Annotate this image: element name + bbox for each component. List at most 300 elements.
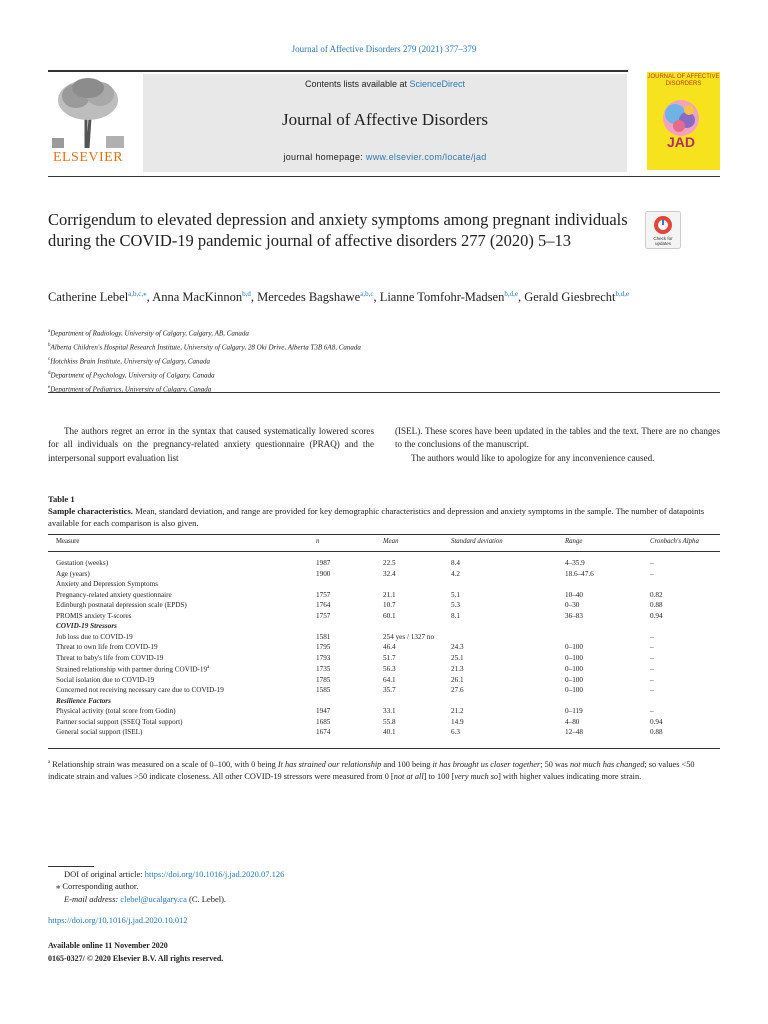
table-caption-bold: Sample characteristics. [48, 506, 133, 516]
table-cell-text: 10–40 [565, 590, 583, 599]
table-cell [650, 611, 720, 622]
affiliation-item [48, 368, 688, 382]
table-cell [565, 611, 650, 622]
table-section-row [48, 621, 720, 632]
table-cell [383, 600, 451, 611]
table-cell-text: 1735 [316, 664, 331, 673]
body-paragraph: The authors would like to apologize for any inconvenience caused. [411, 452, 655, 463]
table-cell-text: Resilience Factors [56, 696, 111, 705]
table-cell [48, 600, 316, 611]
table-cell [316, 717, 383, 728]
table-cell [48, 663, 316, 675]
footnote-text: ] to 100 [ [423, 771, 455, 781]
table-cell-text: 51.7 [383, 653, 396, 662]
table-cell [650, 590, 720, 601]
corresponding-text: Corresponding author. [60, 881, 139, 892]
homepage-line [143, 152, 627, 162]
table-cell [383, 685, 451, 696]
table-cell-text: 1947 [316, 707, 331, 716]
table-cell-text: 5.3 [451, 601, 460, 609]
author-affiliation-marker[interactable]: a,b,c,⁎ [128, 290, 147, 298]
table-cell [316, 727, 383, 738]
table-cell [451, 569, 565, 580]
table-cell-text: PROMIS anxiety T-scores [56, 611, 132, 620]
email-link[interactable]: clebel@ucalgary.ca [120, 893, 187, 904]
footnote-italic: it has brought us closer together [432, 759, 541, 769]
table-cell [316, 642, 383, 653]
table-cell [316, 675, 383, 686]
footnote-text: Relationship strain was measured on a scale of 0–100, with 0 being [50, 759, 278, 769]
table-cell [48, 696, 316, 707]
table-row [48, 706, 720, 717]
affiliation-text: Hotchkiss Brain Institute, University of Calgary, Canada [50, 357, 211, 366]
table-cell [565, 569, 650, 580]
table-header-range: Range [565, 538, 583, 545]
table-cell-text: 6.3 [451, 728, 460, 737]
table-row [48, 558, 720, 569]
table-cell-text: Age (years) [56, 569, 90, 578]
table-cell-text: 0–100 [565, 664, 583, 673]
table-cell [565, 621, 650, 632]
table-cell-text: 1685 [316, 717, 331, 726]
table-cell [650, 621, 720, 632]
table-cell-text: 55.8 [383, 717, 396, 726]
author-name[interactable]: Lianne Tomfohr-Madsen [379, 290, 505, 305]
table-row [48, 653, 720, 664]
table-cell [383, 611, 451, 622]
table-cell-text: – [650, 632, 654, 641]
journal-cover[interactable] [647, 72, 720, 170]
table-cell [48, 727, 316, 738]
table-footnote-marker: a [207, 665, 210, 670]
table-cell-text: 1757 [316, 590, 331, 599]
availability-block [48, 940, 223, 965]
table-row [48, 590, 720, 601]
cover-brain-icon [647, 72, 720, 170]
homepage-link[interactable]: www.elsevier.com/locate/jad [365, 152, 487, 162]
elsevier-tree-icon [48, 74, 128, 150]
check-for-updates-button[interactable] [645, 211, 681, 249]
footnote-italic: It has strained our relationship [277, 759, 382, 769]
header-top-rule [48, 70, 628, 72]
table-cell-text: 254 yes / 1327 no [383, 632, 435, 641]
journal-title: Journal of Affective Disorders [282, 110, 488, 129]
copyright-line: 0165-0327/ © 2020 Elsevier B.V. All rights reserved. [48, 953, 224, 963]
table-cell [650, 569, 720, 580]
table-cell [650, 706, 720, 717]
table-cell-text: 5.1 [451, 590, 460, 599]
sciencedirect-link[interactable]: ScienceDirect [409, 79, 466, 89]
table-cell-text: 21.1 [383, 590, 396, 599]
table-cell [316, 706, 383, 717]
body-paragraph: The authors regret an error in the syntax that caused systematically lowered scores for all individuals on the pregnancy-related anxiety questionnaire (PRAQ) and the interpersonal support evaluation list [48, 426, 374, 463]
table-cell-text: 4–80 [565, 717, 580, 726]
table-cell [383, 717, 451, 728]
table-cell [565, 696, 650, 707]
table-cell [451, 685, 565, 696]
table-cell [650, 696, 720, 707]
section-divider [48, 392, 720, 393]
table-cell-text: 60.1 [383, 611, 396, 620]
publisher-name: ELSEVIER [52, 150, 124, 165]
table-cell [451, 717, 565, 728]
table-cell [650, 558, 720, 569]
table-cell-text: 18.6–47.6 [565, 569, 594, 578]
table-cell [48, 569, 316, 580]
table-cell-text: 1764 [316, 601, 331, 609]
table-cell-text: 21.3 [451, 664, 464, 673]
table-cell [48, 590, 316, 601]
journal-masthead [143, 74, 627, 172]
table-cell [383, 558, 451, 569]
table-cell-text: Threat to baby's life from COVID-19 [56, 653, 164, 662]
table-row [48, 569, 720, 580]
table-cell-text: – [650, 653, 654, 662]
table-cell [650, 663, 720, 675]
table-row [48, 717, 720, 728]
footnote-italic: very much so [454, 771, 499, 781]
table-row [48, 611, 720, 622]
corresponding-marker: ⁎ [56, 881, 61, 892]
table-cell [565, 590, 650, 601]
author-list [48, 285, 688, 306]
table-cell-text: 33.1 [383, 707, 396, 716]
table-cell [383, 569, 451, 580]
affiliation-key: e [48, 385, 51, 391]
table-cell-text: 0.94 [650, 717, 663, 726]
contents-line [143, 79, 627, 89]
table-cell [451, 642, 565, 653]
table-cell [316, 600, 383, 611]
table-cell-text: 0.94 [650, 611, 663, 620]
table-cell-text: 0.82 [650, 590, 663, 599]
table-cell [650, 675, 720, 686]
table-cell [48, 632, 316, 643]
table-cell [316, 558, 383, 569]
table-cell-text: COVID-19 Stressors [56, 622, 117, 630]
author-name[interactable]: Gerald Giesbrecht [524, 290, 616, 305]
table-cell [451, 706, 565, 717]
table-cell [383, 706, 451, 717]
table-row [48, 675, 720, 686]
table-cell [565, 663, 650, 675]
table-cell-text: – [650, 664, 654, 673]
table-cell-text: Threat to own life from COVID-19 [56, 643, 158, 651]
characteristics-table [48, 558, 720, 738]
table-cell [48, 706, 316, 717]
table-cell-text: 26.1 [451, 675, 464, 684]
author-name[interactable]: Catherine Lebel [48, 290, 129, 305]
table-cell [650, 727, 720, 738]
table-caption-text: Mean, standard deviation, and range are provided for key demographic characteristics and depression and anxiety symptoms in the sample. The number of datapoints available for each comparison is also given. [48, 506, 705, 528]
table-cell [650, 685, 720, 696]
table-cell [565, 706, 650, 717]
table-cell [451, 621, 565, 632]
table-cell [383, 632, 650, 643]
table-cell-text: 64.1 [383, 675, 396, 684]
table-cell-text: – [650, 643, 654, 651]
table-cell-text: 35.7 [383, 686, 396, 695]
contents-prefix: Contents lists available at [304, 79, 410, 89]
table-row [48, 727, 720, 738]
table-cell [451, 663, 565, 675]
table-cell-text: Gestation (weeks) [56, 559, 109, 567]
table-cell-text: 27.6 [451, 686, 464, 695]
table-cell [565, 717, 650, 728]
table-cell [451, 600, 565, 611]
table-cell [383, 696, 451, 707]
table-cell [48, 579, 316, 590]
table-cell [565, 642, 650, 653]
author-separator: , [146, 290, 153, 305]
table-cell-text: 32.4 [383, 569, 396, 578]
table-cell-text: 12–48 [565, 728, 583, 737]
table-cell [383, 579, 451, 590]
table-cell [451, 696, 565, 707]
table-cell [316, 590, 383, 601]
affiliation-text: Department of Psychology, University of Calgary, Canada [50, 371, 215, 380]
cover-title: JOURNAL OF AFFECTIVE DISORDERS [647, 74, 720, 87]
table-row [48, 685, 720, 696]
table-cell-text: 8.1 [451, 611, 460, 620]
footnote-rule [48, 866, 94, 867]
table-cell-text: 14.9 [451, 717, 464, 726]
table-cell [316, 611, 383, 622]
table-cell-text: Strained relationship with partner during COVID-19 [56, 665, 208, 674]
table-cell-text: 1785 [316, 675, 331, 684]
affiliation-text: Alberta Children's Hospital Research Institute, University of Calgary, 28 Oki Drive, Alberta T3B 6A8, Canada [50, 343, 361, 352]
footnote-text: ] with higher values indicating more strain. [498, 771, 642, 781]
table-cell-text: 0.88 [650, 601, 663, 609]
table-cell-text: 0–100 [565, 686, 583, 695]
table-cell-text: 10.7 [383, 601, 396, 609]
table-cell [48, 642, 316, 653]
doi-original-label: DOI of original article: [64, 869, 145, 879]
available-online: Available online 11 November 2020 [48, 941, 168, 950]
check-updates-label: Check for updates [653, 236, 673, 246]
author-affiliation-marker[interactable]: b,d,e [504, 290, 518, 298]
table-cell [650, 579, 720, 590]
table-section-row [48, 696, 720, 707]
table-cell-text: – [650, 675, 654, 684]
table-cell-text: 46.4 [383, 643, 396, 651]
doi-original-link[interactable]: https://doi.org/10.1016/j.jad.2020.07.126 [144, 869, 285, 879]
table-cell [451, 653, 565, 664]
table-cell-text: Social isolation due to COVID-19 [56, 675, 155, 684]
table-cell [316, 569, 383, 580]
affiliation-key: b [48, 343, 51, 349]
table-cell-text: 40.1 [383, 728, 396, 737]
table-cell [316, 632, 383, 643]
table-cell-text: 56.3 [383, 664, 396, 673]
author-separator: , [250, 290, 258, 305]
table-header-rule [48, 551, 720, 552]
footnote-italic: not at all [393, 771, 424, 781]
table-cell-text: Anxiety and Depression Symptoms [56, 580, 159, 588]
table-cell [451, 675, 565, 686]
table-cell-text: 4–35.9 [565, 559, 585, 567]
table-cell-text: 0.88 [650, 728, 663, 737]
table-cell-text: 1581 [316, 632, 331, 641]
table-cell [383, 727, 451, 738]
table-cell [565, 653, 650, 664]
header-bottom-rule [48, 176, 720, 177]
affiliation-list [48, 326, 688, 396]
table-cell-text: 1757 [316, 611, 331, 620]
author-separator: , [373, 290, 380, 305]
table-row [48, 579, 720, 590]
footnote-text: and 100 being [381, 759, 433, 769]
affiliation-text: Department of Pediatrics, University of Calgary, Canada [50, 385, 212, 394]
affiliation-item [48, 382, 688, 396]
affiliation-key: c [48, 357, 51, 363]
table-cell [565, 727, 650, 738]
table-cell [316, 685, 383, 696]
table-cell-text: 0–100 [565, 653, 583, 662]
table-cell [48, 653, 316, 664]
affiliation-item [48, 354, 688, 368]
table-cell-text: – [650, 569, 654, 578]
table-header-alpha: Cronbach's Alpha [650, 538, 699, 545]
table-cell [383, 590, 451, 601]
table-cell [316, 696, 383, 707]
table-label: Table 1 [48, 494, 75, 504]
affiliation-item [48, 340, 688, 354]
table-cell-text: 0–30 [565, 601, 580, 609]
footnote-text: ; 50 was [540, 759, 570, 769]
email-label: E-mail address: [64, 893, 121, 904]
cover-abbrev: JAD [667, 134, 696, 150]
table-cell [316, 653, 383, 664]
table-cell [451, 579, 565, 590]
affiliation-item [48, 326, 688, 340]
table-cell [48, 621, 316, 632]
doi-original-line [48, 868, 648, 880]
table-cell-text: 1793 [316, 653, 331, 662]
table-cell-text: 1900 [316, 569, 331, 578]
table-cell [565, 558, 650, 569]
article-footnotes [48, 868, 648, 905]
table-header-n: n [316, 538, 320, 545]
table-cell [565, 600, 650, 611]
table-header-mean: Mean [383, 538, 399, 545]
homepage-prefix: journal homepage: [283, 152, 366, 162]
footnote-text: ; so values <50 indicate strain and values >50 indicate closeness. All other COVID-19 stressors were measured from 0 [ [48, 759, 695, 781]
table-row [48, 663, 720, 675]
author-separator: , [517, 290, 525, 305]
table-cell [383, 675, 451, 686]
table-cell-text: 0–119 [565, 707, 583, 716]
table-cell [565, 685, 650, 696]
table-cell [48, 675, 316, 686]
table-cell [565, 579, 650, 590]
affiliation-text: Department of Radiology, University of Calgary, Calgary, AB, Canada [50, 329, 249, 338]
table-row [48, 632, 720, 643]
author-affiliation-marker[interactable]: b,d [242, 290, 251, 298]
table-cell-text: – [650, 686, 654, 695]
table-cell [650, 717, 720, 728]
table-cell [650, 600, 720, 611]
article-doi-link[interactable]: https://doi.org/10.1016/j.jad.2020.10.012 [48, 915, 188, 925]
table-cell-text: 0–100 [565, 675, 583, 684]
author-affiliation-marker[interactable]: b,d,e [615, 290, 630, 298]
table-cell [316, 579, 383, 590]
table-cell-text: 22.5 [383, 559, 396, 567]
table-cell [650, 653, 720, 664]
table-cell [383, 642, 451, 653]
affiliation-key: a [48, 329, 51, 334]
table-cell-text: 1987 [316, 559, 331, 567]
body-paragraph: (ISEL). These scores have been updated in the tables and the text. There are no changes to the conclusions of the manuscript. [395, 426, 720, 450]
table-cell [48, 558, 316, 569]
table-cell-text: 1795 [316, 643, 331, 651]
table-cell [383, 621, 451, 632]
table-cell-text: Physical activity (total score from Godin) [56, 707, 176, 716]
table-cell [451, 727, 565, 738]
table-cell [383, 653, 451, 664]
table-cell [565, 675, 650, 686]
table-cell-text: General social support (ISEL) [56, 728, 143, 737]
table-cell [48, 685, 316, 696]
elsevier-logo[interactable] [48, 74, 128, 172]
author-name[interactable]: Mercedes Bagshawe [257, 290, 361, 305]
table-cell [48, 717, 316, 728]
table-cell-text: Edinburgh postnatal depression scale (EPDS) [56, 601, 187, 609]
corresponding-line [48, 880, 648, 892]
table-cell-text: 8.4 [451, 559, 460, 567]
table-cell [316, 663, 383, 675]
table-cell-text: 1674 [316, 728, 331, 737]
table-cell-text: Pregnancy-related anxiety questionnaire [56, 590, 172, 599]
table-cell-text: 24.3 [451, 643, 464, 651]
table-cell [451, 611, 565, 622]
table-cell-text: 0–100 [565, 643, 583, 651]
table-cell-text: – [650, 707, 654, 716]
journal-reference-link[interactable]: Journal of Affective Disorders 279 (2021) 377–379 [291, 44, 477, 54]
table-cell-text: Concerned not receiving necessary care due to COVID-19 [56, 686, 224, 695]
author-name[interactable]: Anna MacKinnon [152, 290, 243, 305]
table-cell [650, 632, 720, 643]
affiliation-key: d [48, 371, 51, 377]
table-footnote [48, 757, 720, 783]
table-cell-text: 36–83 [565, 611, 583, 620]
table-bottom-rule [48, 748, 720, 749]
table-caption [48, 493, 720, 529]
table-row [48, 642, 720, 653]
body-column-right [395, 425, 720, 465]
footnote-marker: a [48, 760, 51, 765]
article-title: Corrigendum to elevated depression and anxiety symptoms among pregnant individuals during the COVID-19 pandemic journal of affective disorders 277 (2020) 5–13 [48, 210, 628, 250]
email-suffix: (C. Lebel). [186, 893, 227, 904]
table-row [48, 600, 720, 611]
table-cell [451, 558, 565, 569]
table-cell-text: 21.2 [451, 707, 464, 716]
table-cell-text: 1585 [316, 686, 331, 695]
author-affiliation-marker[interactable]: a,b,c [360, 290, 374, 298]
table-cell-text: Partner social support (SSEQ Total support) [56, 717, 183, 726]
table-cell-text: Job loss due to COVID-19 [56, 632, 133, 641]
table-cell [316, 621, 383, 632]
table-cell-text: – [650, 559, 654, 567]
table-top-rule [48, 534, 720, 535]
footnote-italic: not much has changed [569, 759, 645, 769]
body-column-left [48, 425, 374, 465]
table-cell [383, 663, 451, 675]
table-header-sd: Standard deviation [451, 538, 503, 545]
table-cell [48, 611, 316, 622]
table-cell [451, 590, 565, 601]
email-line [48, 893, 648, 905]
